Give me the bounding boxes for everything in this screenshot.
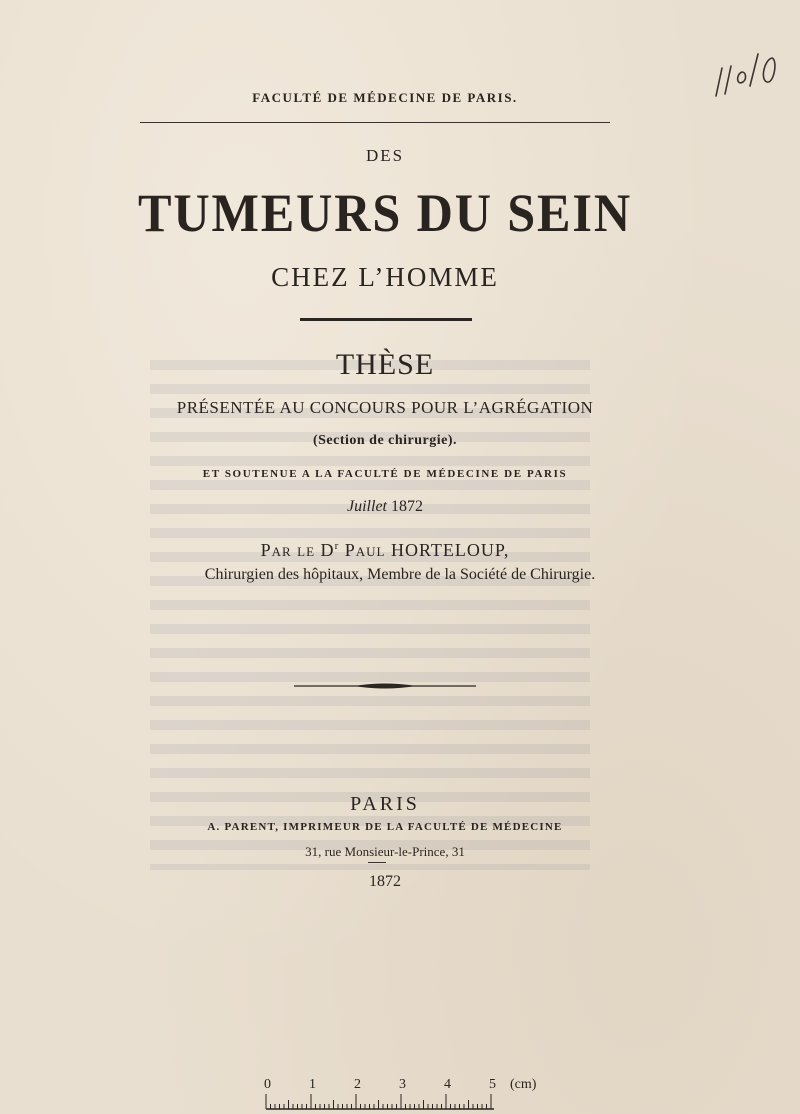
short-rule: [368, 862, 386, 863]
author-line: Par le $D^r$ Paul HORTELOUP,: [260, 540, 510, 560]
faculty-heading: FACULTÉ DE MÉDECINE DE PARIS.: [252, 90, 518, 105]
section-line: (Section de chirurgie).: [312, 433, 458, 448]
presentation-line: PRÉSENTÉE AU CONCOURS POUR L’AGRÉGATION: [176, 398, 594, 417]
scale-label: 1: [309, 1077, 316, 1092]
author-role: Chirurgien des hôpitaux, Membre de la Société de Chirurgie.: [204, 566, 596, 583]
thesis-heading: THÈSE: [335, 348, 435, 381]
printer-address: 31, rue Monsieur-le-Prince, 31: [305, 844, 465, 859]
subtitle: CHEZ L’HOMME: [271, 262, 499, 292]
imprint-city: PARIS: [350, 793, 420, 815]
date-month: Juillet: [347, 498, 387, 515]
ornamental-rule: [294, 680, 476, 692]
date-year: 1872: [390, 498, 423, 515]
defense-line: ET SOUTENUE A LA FACULTÉ DE MÉDECINE DE PARIS: [202, 468, 568, 480]
imprint-year: 1872: [369, 873, 401, 890]
scale-unit: (cm): [510, 1077, 537, 1092]
main-title: TUMEURS DU SEIN: [138, 183, 632, 243]
thesis-date: [0, 498, 770, 516]
scale-label: 2: [354, 1077, 361, 1092]
printer-line: A. PARENT, IMPRIMEUR DE LA FACULTÉ DE MÉDECINE: [207, 821, 563, 833]
scale-label: 4: [444, 1077, 451, 1092]
scale-label: 5: [489, 1077, 496, 1092]
scale-ruler: [264, 1094, 504, 1110]
scale-label: 0: [264, 1077, 271, 1092]
top-rule: [140, 122, 610, 123]
middle-rule: [300, 318, 472, 321]
title-prefix: DES: [365, 146, 405, 165]
scale-label: 3: [399, 1077, 406, 1092]
